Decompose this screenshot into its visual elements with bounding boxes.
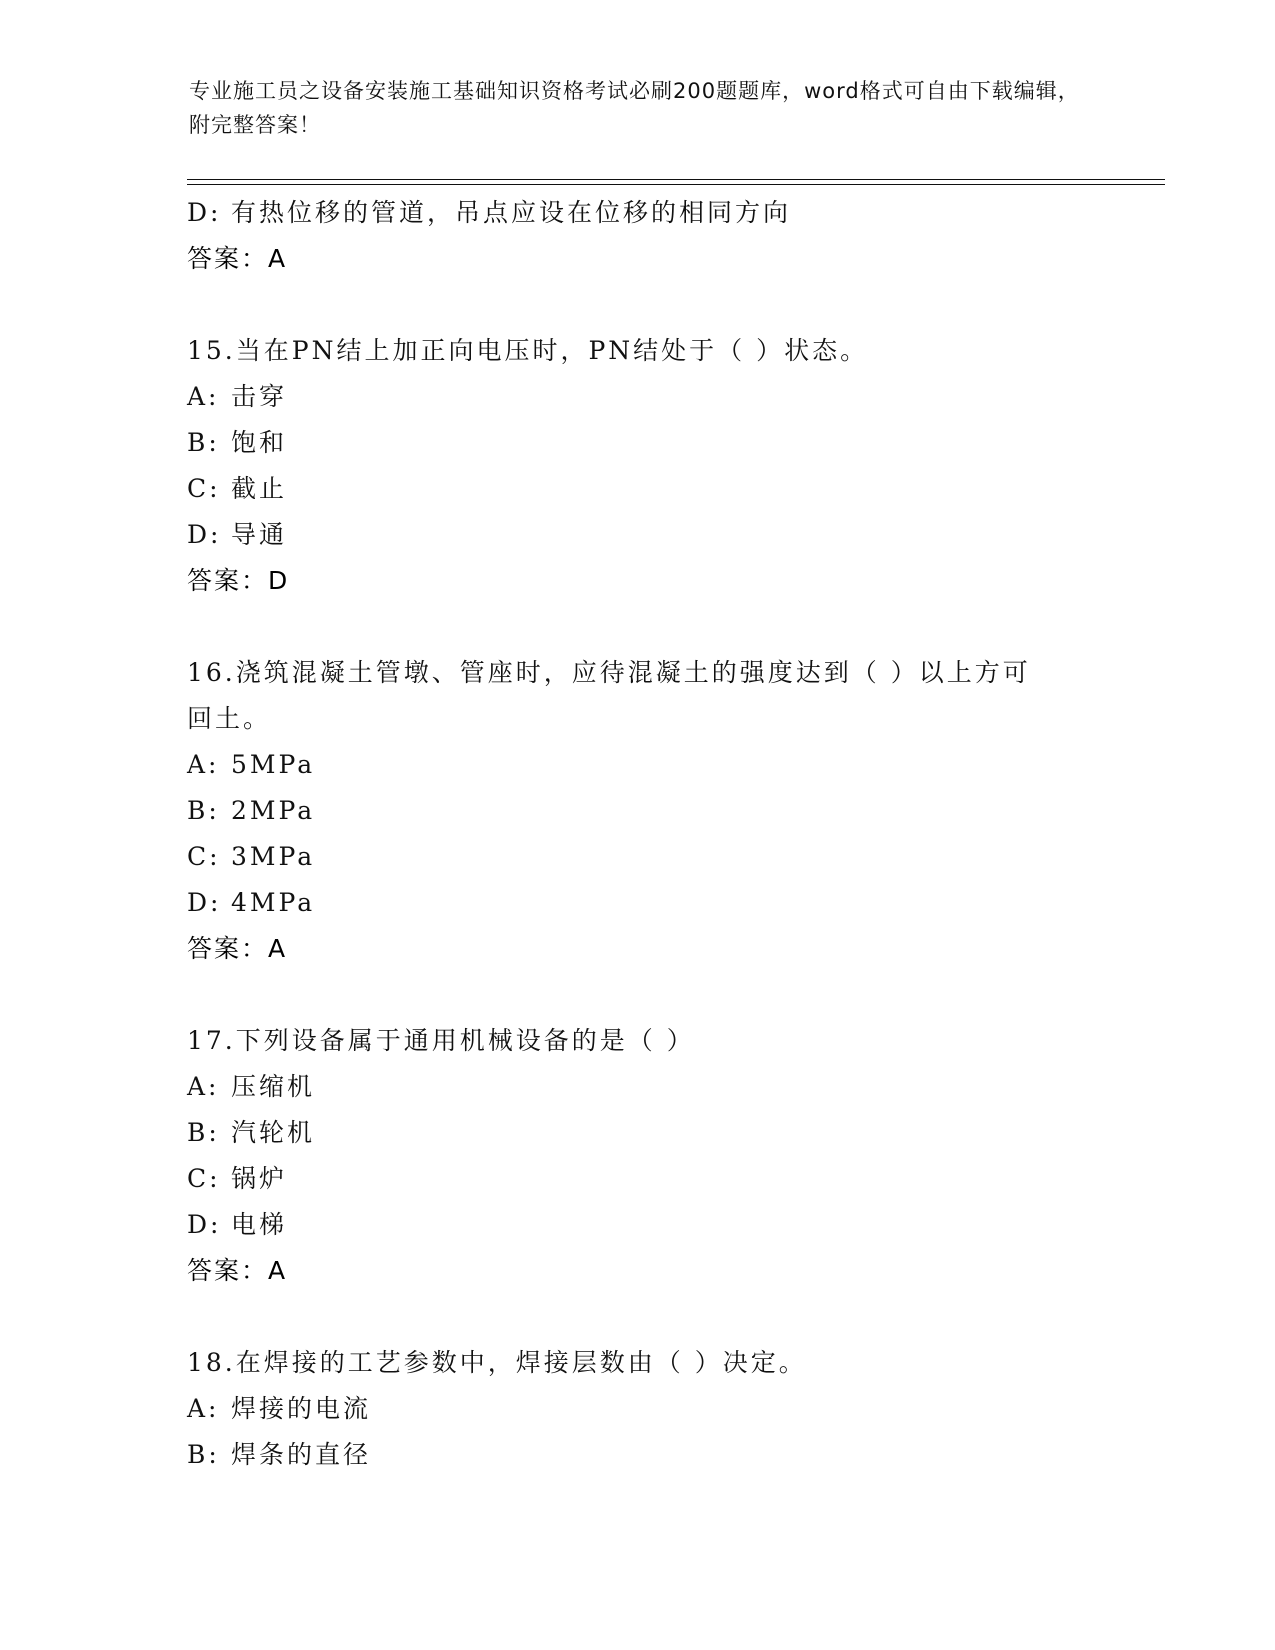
- question-stem-continuation: 回土。: [187, 704, 272, 733]
- spacer: [187, 1294, 1087, 1340]
- option-a: [187, 1064, 1087, 1110]
- option-label: B:: [187, 1118, 220, 1147]
- answer-line: 答案：A: [187, 244, 288, 273]
- option-c: [187, 834, 1087, 880]
- option-b: [187, 1110, 1087, 1156]
- spacer: [187, 972, 1087, 1018]
- option-text: 焊接的电流: [231, 1394, 372, 1423]
- option-label: A:: [187, 750, 220, 779]
- option-a: [187, 1386, 1087, 1432]
- question-stem: 18.在焊接的工艺参数中，焊接层数由（ ）决定。: [187, 1348, 807, 1377]
- option-label: D:: [187, 520, 222, 549]
- option-text: 锅炉: [231, 1164, 288, 1193]
- option-c: [187, 466, 1087, 512]
- header-rule-bottom: [187, 184, 1165, 185]
- option-a: [187, 374, 1087, 420]
- option-text: 焊条的直径: [231, 1440, 372, 1469]
- option-label: C:: [187, 842, 221, 871]
- option-b: [187, 420, 1087, 466]
- spacer: [187, 282, 1087, 328]
- option-text: 有热位移的管道，吊点应设在位移的相同方向: [231, 198, 792, 227]
- question-stem: 16.浇筑混凝土管墩、管座时，应待混凝土的强度达到（ ）以上方可: [187, 658, 1031, 687]
- answer-line: 答案：A: [187, 1256, 288, 1285]
- option-label: D:: [187, 1210, 222, 1239]
- option-label: A:: [187, 1394, 220, 1423]
- option-c: [187, 1156, 1087, 1202]
- option-text: 3MPa: [231, 842, 316, 871]
- option-text: 汽轮机: [231, 1118, 316, 1147]
- option-label: A:: [187, 1072, 220, 1101]
- question-stem: 17.下列设备属于通用机械设备的是（ ）: [187, 1026, 695, 1055]
- option-text: 压缩机: [231, 1072, 316, 1101]
- option-text: 5MPa: [231, 750, 316, 779]
- option-text: 2MPa: [231, 796, 316, 825]
- option-b: [187, 788, 1087, 834]
- option-text: 4MPa: [231, 888, 316, 917]
- option-d: [187, 512, 1087, 558]
- option-label: D:: [187, 888, 222, 917]
- option-label: B:: [187, 1440, 220, 1469]
- option-d: [187, 190, 1087, 236]
- option-b: [187, 1432, 1087, 1478]
- option-label: D:: [187, 198, 222, 227]
- document-body: [187, 190, 1087, 1478]
- spacer: [187, 604, 1087, 650]
- option-d: [187, 880, 1087, 926]
- option-text: 击穿: [231, 382, 288, 411]
- option-text: 导通: [231, 520, 288, 549]
- option-label: A:: [187, 382, 220, 411]
- option-label: B:: [187, 796, 220, 825]
- option-label: B:: [187, 428, 220, 457]
- option-text: 饱和: [231, 428, 288, 457]
- option-a: [187, 742, 1087, 788]
- header-rule-top: [187, 179, 1165, 180]
- document-header: 专业施工员之设备安装施工基础知识资格考试必刷200题题库，word格式可自由下载编辑，附完整答案！: [189, 79, 1080, 137]
- option-d: [187, 1202, 1087, 1248]
- question-stem: 15.当在PN结上加正向电压时，PN结处于（ ）状态。: [187, 336, 869, 365]
- answer-line: 答案：D: [187, 566, 290, 595]
- answer-line: 答案：A: [187, 934, 288, 963]
- option-label: C:: [187, 474, 221, 503]
- option-text: 截止: [231, 474, 288, 503]
- option-text: 电梯: [231, 1210, 288, 1239]
- option-label: C:: [187, 1164, 221, 1193]
